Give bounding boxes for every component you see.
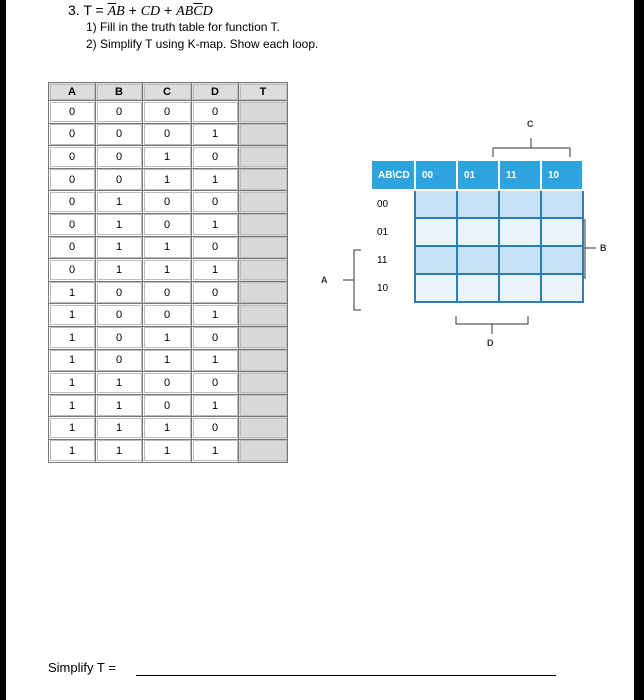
expression-lhs: T = [83, 2, 104, 18]
t-output-cell[interactable] [239, 372, 288, 395]
table-cell: 1 [49, 326, 96, 349]
table-cell: 1 [49, 394, 96, 417]
karnaugh-map [370, 159, 584, 303]
table-cell: 1 [143, 326, 192, 349]
table-cell: 1 [49, 417, 96, 440]
kmap-row-label: 01 [371, 218, 415, 246]
truth-table-body [49, 101, 288, 463]
kmap-cell[interactable] [541, 274, 583, 302]
header-a: A [49, 83, 96, 101]
table-cell: 1 [96, 213, 143, 236]
table-cell: 0 [49, 146, 96, 169]
kmap-cell[interactable] [499, 246, 541, 274]
table-cell: 1 [143, 349, 192, 372]
table-cell: 1 [143, 259, 192, 282]
kmap-cell[interactable] [499, 190, 541, 218]
header-t: T [239, 83, 288, 101]
table-row [49, 281, 288, 304]
table-row [49, 259, 288, 282]
table-row [49, 213, 288, 236]
t-output-cell[interactable] [239, 213, 288, 236]
kmap-row-01 [371, 218, 583, 246]
table-cell: 1 [96, 439, 143, 462]
kmap-cell[interactable] [415, 274, 457, 302]
table-row [49, 326, 288, 349]
table-cell: 0 [143, 394, 192, 417]
kmap-cell[interactable] [415, 246, 457, 274]
kmap-row-00 [371, 190, 583, 218]
table-cell: 1 [192, 123, 239, 146]
table-cell: 1 [192, 304, 239, 327]
table-cell: 0 [49, 168, 96, 191]
table-cell: 0 [143, 101, 192, 124]
instruction-2: 2) Simplify T using K-map. Show each loop. [86, 37, 319, 51]
table-cell: 0 [49, 213, 96, 236]
table-cell: 1 [96, 394, 143, 417]
table-row [49, 304, 288, 327]
table-cell: 1 [49, 304, 96, 327]
table-cell: 1 [143, 439, 192, 462]
d-bracket [456, 316, 528, 334]
table-cell: 0 [143, 281, 192, 304]
table-row [49, 101, 288, 124]
label-d: D [487, 338, 494, 348]
table-cell: 0 [192, 101, 239, 124]
table-cell: 0 [192, 236, 239, 259]
table-cell: 1 [192, 259, 239, 282]
table-cell: 0 [96, 101, 143, 124]
kmap-cell[interactable] [457, 218, 499, 246]
kmap-corner: AB\CD [371, 160, 415, 190]
table-row [49, 439, 288, 462]
truth-table-header [49, 83, 288, 101]
table-cell: 0 [96, 146, 143, 169]
problem-number: 3. [68, 2, 80, 18]
table-cell: 0 [49, 101, 96, 124]
table-cell: 1 [49, 281, 96, 304]
label-b: B [600, 243, 607, 253]
t-output-cell[interactable] [239, 259, 288, 282]
table-cell: 1 [49, 439, 96, 462]
kmap-cell[interactable] [541, 218, 583, 246]
table-cell: 1 [192, 213, 239, 236]
kmap-cell[interactable] [457, 190, 499, 218]
kmap-col-00: 00 [415, 160, 457, 190]
table-cell: 1 [192, 168, 239, 191]
t-output-cell[interactable] [239, 304, 288, 327]
label-a: A [321, 275, 328, 285]
t-output-cell[interactable] [239, 394, 288, 417]
table-cell: 0 [96, 304, 143, 327]
t-output-cell[interactable] [239, 326, 288, 349]
table-cell: 0 [143, 213, 192, 236]
table-row [49, 123, 288, 146]
table-cell: 1 [96, 372, 143, 395]
t-output-cell[interactable] [239, 349, 288, 372]
t-output-cell[interactable] [239, 417, 288, 440]
kmap-cell[interactable] [415, 190, 457, 218]
simplify-label: Simplify T = [48, 660, 116, 675]
kmap-row-10 [371, 274, 583, 302]
header-b: B [96, 83, 143, 101]
header-d: D [192, 83, 239, 101]
table-cell: 1 [96, 417, 143, 440]
t-output-cell[interactable] [239, 146, 288, 169]
table-row [49, 349, 288, 372]
table-cell: 1 [192, 439, 239, 462]
boolean-expression: $\overline{A}B$ + CD + $AB\overline{C}D$ [107, 2, 213, 19]
table-row [49, 372, 288, 395]
label-c: C [527, 119, 534, 129]
table-cell: 1 [143, 168, 192, 191]
table-cell: 0 [143, 372, 192, 395]
header-c: C [143, 83, 192, 101]
table-cell: 1 [96, 259, 143, 282]
kmap-header-row [371, 160, 583, 190]
table-cell: 1 [143, 236, 192, 259]
kmap-cell[interactable] [499, 218, 541, 246]
table-cell: 1 [96, 236, 143, 259]
kmap-cell[interactable] [499, 274, 541, 302]
t-output-cell[interactable] [239, 168, 288, 191]
table-cell: 0 [192, 191, 239, 214]
t-output-cell[interactable] [239, 439, 288, 462]
table-cell: 1 [143, 417, 192, 440]
table-cell: 0 [49, 191, 96, 214]
table-cell: 0 [192, 372, 239, 395]
table-row [49, 191, 288, 214]
table-cell: 0 [96, 123, 143, 146]
table-cell: 0 [192, 281, 239, 304]
table-row [49, 417, 288, 440]
table-cell: 0 [192, 326, 239, 349]
table-cell: 0 [143, 304, 192, 327]
instruction-1: 1) Fill in the truth table for function T. [86, 20, 280, 34]
kmap-col-01: 01 [457, 160, 499, 190]
table-cell: 1 [192, 349, 239, 372]
table-cell: 1 [49, 372, 96, 395]
kmap-cell[interactable] [457, 274, 499, 302]
table-cell: 1 [192, 394, 239, 417]
a-bracket [343, 250, 361, 310]
table-cell: 0 [49, 259, 96, 282]
table-cell: 0 [96, 349, 143, 372]
table-cell: 0 [96, 326, 143, 349]
kmap-row-11 [371, 246, 583, 274]
table-cell: 0 [96, 281, 143, 304]
kmap-cell[interactable] [457, 246, 499, 274]
table-cell: 1 [143, 146, 192, 169]
table-cell: 0 [192, 146, 239, 169]
t-output-cell[interactable] [239, 101, 288, 124]
kmap-cell[interactable] [541, 190, 583, 218]
t-output-cell[interactable] [239, 191, 288, 214]
table-cell: 0 [143, 123, 192, 146]
table-row [49, 236, 288, 259]
answer-line[interactable] [136, 674, 556, 676]
table-cell: 0 [192, 417, 239, 440]
c-bracket [493, 138, 570, 157]
t-output-cell[interactable] [239, 281, 288, 304]
t-output-cell[interactable] [239, 123, 288, 146]
table-cell: 1 [96, 191, 143, 214]
kmap-cell[interactable] [415, 218, 457, 246]
kmap-row-label: 10 [371, 274, 415, 302]
kmap-row-label: 00 [371, 190, 415, 218]
truth-table [48, 82, 288, 463]
table-cell: 0 [49, 236, 96, 259]
table-cell: 0 [143, 191, 192, 214]
table-row [49, 394, 288, 417]
table-cell: 0 [49, 123, 96, 146]
kmap-col-10: 10 [541, 160, 583, 190]
table-row [49, 168, 288, 191]
t-output-cell[interactable] [239, 236, 288, 259]
problem-title [68, 2, 213, 20]
table-row [49, 146, 288, 169]
kmap-row-label: 11 [371, 246, 415, 274]
worksheet-page [6, 0, 634, 700]
kmap-cell[interactable] [541, 246, 583, 274]
kmap-col-11: 11 [499, 160, 541, 190]
table-cell: 1 [49, 349, 96, 372]
table-cell: 0 [96, 168, 143, 191]
